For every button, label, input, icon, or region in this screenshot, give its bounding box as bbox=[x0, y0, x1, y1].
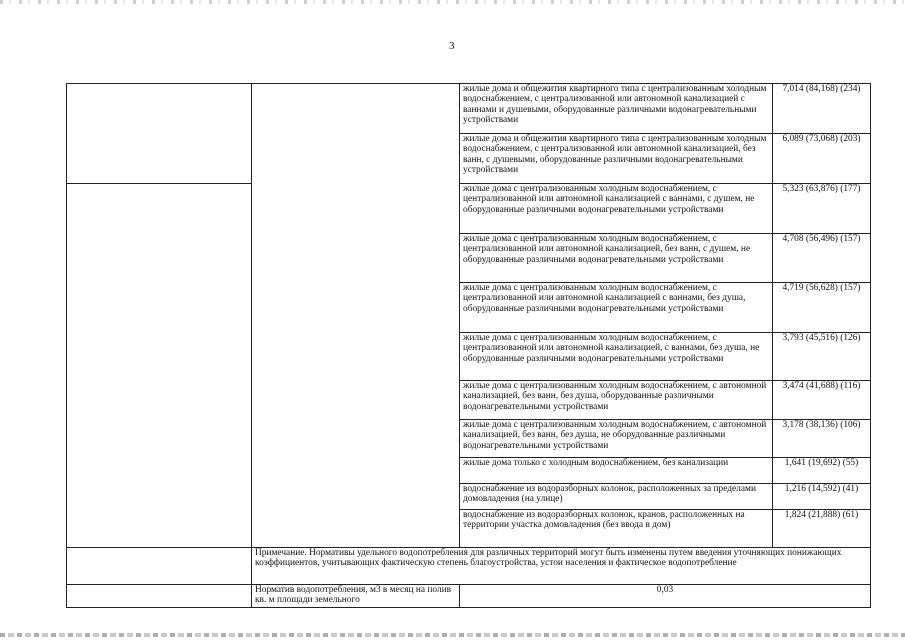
row-description: водоснабжение из водоразборных колонок, расположенных за пределами домовладения (на улице) bbox=[460, 484, 773, 510]
empty-cell bbox=[67, 585, 252, 608]
table-note: Примечание. Нормативы удельного водопотребления для различных территорий могут быть изменены путем введения уточняющих понижающих коэффициентов, учитывающих фактическую степень благоустройства, устои населения и фактическое водопотребление bbox=[252, 548, 871, 585]
row-value: 6,089 (73,068) (203) bbox=[773, 134, 871, 184]
row-description: жилые дома и общежития квартирного типа с централизованным холодным водоснабжением, с централизованной или автономной канализацией с ваннами и душевыми, оборудованные различными водонагревательными устройствами bbox=[460, 84, 773, 134]
row-description: жилые дома с централизованным холодным водоснабжением, с централизованной или автономной канализацией с ваннами, с душем, не оборудованные различными водонагревательными устройствами bbox=[460, 184, 773, 234]
row-value: 3,793 (45,516) (126) bbox=[773, 333, 871, 381]
row-description: жилые дома с централизованным холодным водоснабжением, с централизованной или автономной канализацией, без ванн, с душем, не оборудованные различными водонагревательными устройствами bbox=[460, 234, 773, 283]
row-description: жилые дома и общежития квартирного типа с централизованным холодным водоснабжением, с централизованной или автономной канализацией, без ванн, с душевыми, оборудованные различными водонагревательными устройствами bbox=[460, 134, 773, 184]
row-value: 1,216 (14,592) (41) bbox=[773, 484, 871, 510]
row-value: 7,014 (84,168) (234) bbox=[773, 84, 871, 134]
row-description: жилые дома с централизованным холодным водоснабжением, с централизованной или автономной канализацией с ваннами, без душа, оборудованные различными водонагревательными устройствами bbox=[460, 283, 773, 333]
empty-cell bbox=[67, 184, 252, 548]
row-value: 5,323 (63,876) (177) bbox=[773, 184, 871, 234]
scan-edge-bottom bbox=[0, 633, 905, 637]
page-number: 3 bbox=[449, 40, 455, 52]
row-description: водоснабжение из водоразборных колонок, кранов, расположенных на территории участка домовладения (без ввода в дом) bbox=[460, 510, 773, 548]
row-value: 1,641 (19,692) (55) bbox=[773, 458, 871, 484]
last-row-value: 0,03 bbox=[460, 585, 871, 608]
table-row bbox=[67, 84, 871, 134]
empty-cell bbox=[67, 84, 252, 184]
scan-edge-top bbox=[0, 0, 905, 4]
row-value: 4,719 (56,628) (157) bbox=[773, 283, 871, 333]
note-row bbox=[67, 548, 871, 585]
empty-cell bbox=[252, 84, 460, 548]
row-description: жилые дома с централизованным холодным водоснабжением, с автономной канализацией, без ванн, без душа, оборудованные различными водонагревательными устройствами bbox=[460, 381, 773, 420]
last-row-label: Норматив водопотребления, м3 в месяц на полив кв. м площади земельного bbox=[252, 585, 460, 608]
row-value: 3,178 (38,136) (106) bbox=[773, 420, 871, 458]
empty-cell bbox=[67, 548, 252, 585]
row-description: жилые дома с централизованным холодным водоснабжением, с централизованной или автономной канализацией, с ваннами, без душа, не оборудованные различными водонагревательными устройствами bbox=[460, 333, 773, 381]
row-description: жилые дома только с холодным водоснабжением, без канализации bbox=[460, 458, 773, 484]
row-value: 1,824 (21,888) (61) bbox=[773, 510, 871, 548]
row-value: 4,708 (56,496) (157) bbox=[773, 234, 871, 283]
water-norms-table bbox=[66, 83, 871, 608]
table-row bbox=[67, 585, 871, 608]
row-value: 3,474 (41,688) (116) bbox=[773, 381, 871, 420]
row-description: жилые дома с централизованным холодным водоснабжением, с автономной канализацией, без ванн, без душа, не оборудованные различными водонагревательными устройствами bbox=[460, 420, 773, 458]
table-row bbox=[67, 184, 871, 234]
